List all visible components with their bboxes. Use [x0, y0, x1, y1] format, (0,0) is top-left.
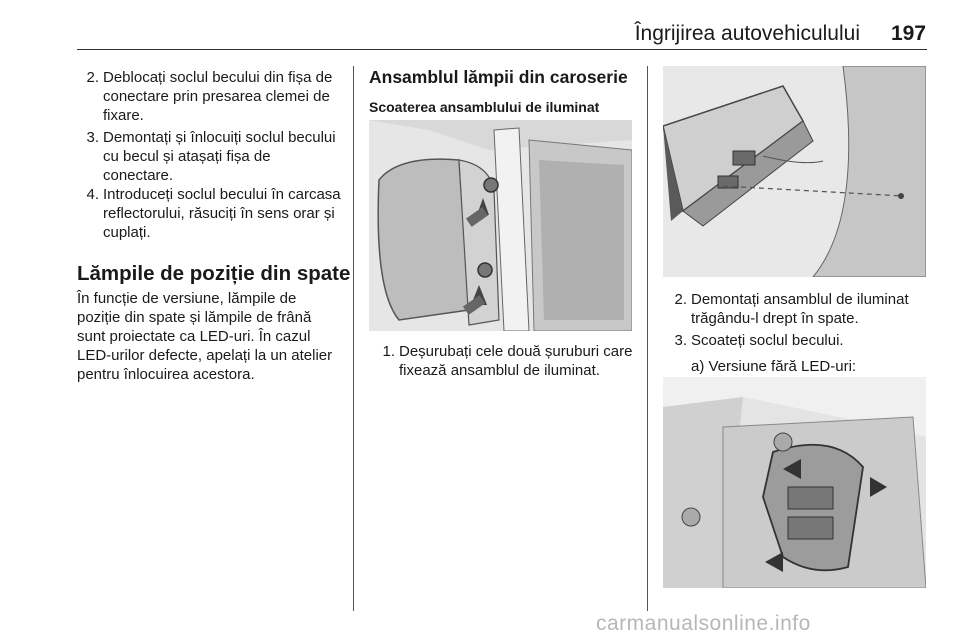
step-text: Demontați ansamblul de iluminat trăgându-l drept în spate.	[691, 291, 909, 327]
step-text: Demontați și înlocuiți soclul becului cu becul și atașați fișa de conectare.	[103, 129, 336, 184]
watermark: carmanualsonline.info	[596, 612, 811, 635]
step-text: Scoateți soclul becului.	[691, 332, 844, 349]
section-heading: Ansamblul lămpii din caroserie	[369, 67, 628, 87]
step-number: 2.	[674, 291, 687, 308]
step-number: 3.	[86, 129, 99, 146]
step-item	[665, 290, 935, 328]
step-number: 4.	[86, 186, 99, 203]
step-text: Deblocați soclul becului din fișa de conectare prin presarea clemei de fixare.	[103, 69, 333, 124]
running-header-title: Îngrijirea autovehiculului	[634, 22, 860, 45]
step-text: Introduceți soclul becului în carcasa reflectorului, răsuciți în sens orar și cuplați.	[103, 186, 341, 241]
step-number: 1.	[382, 343, 395, 360]
step-text: Deșurubați cele două șuruburi care fixează ansamblul de iluminat.	[399, 343, 633, 379]
step-item	[77, 68, 343, 125]
body-paragraph: În funcție de versiune, lămpile de poziție din spate și lămpile de frână sunt proiectate ca LED-uri. În cazul LED-urilor defecte, apelați la un atelier pentru înlocuirea acestora.	[77, 290, 333, 383]
header-rule	[77, 49, 927, 50]
page-number: 197	[890, 22, 926, 45]
column-divider-2	[647, 66, 648, 611]
column-divider-1	[353, 66, 354, 611]
subsection-heading: Scoaterea ansamblului de iluminat	[369, 99, 600, 115]
step-item	[77, 128, 343, 185]
section-heading: Lămpile de poziție din spate	[77, 262, 351, 285]
step-number: 3.	[674, 332, 687, 349]
step-number: 2.	[86, 69, 99, 86]
figure-lamp-removal	[663, 66, 926, 277]
step-item	[77, 185, 343, 242]
figure-lamp-screws	[369, 120, 632, 331]
step-item	[665, 331, 935, 350]
step-item	[373, 342, 643, 399]
figure-bulb-socket	[663, 377, 926, 588]
substep-label: a) Versiune fără LED-uri:	[691, 358, 857, 375]
